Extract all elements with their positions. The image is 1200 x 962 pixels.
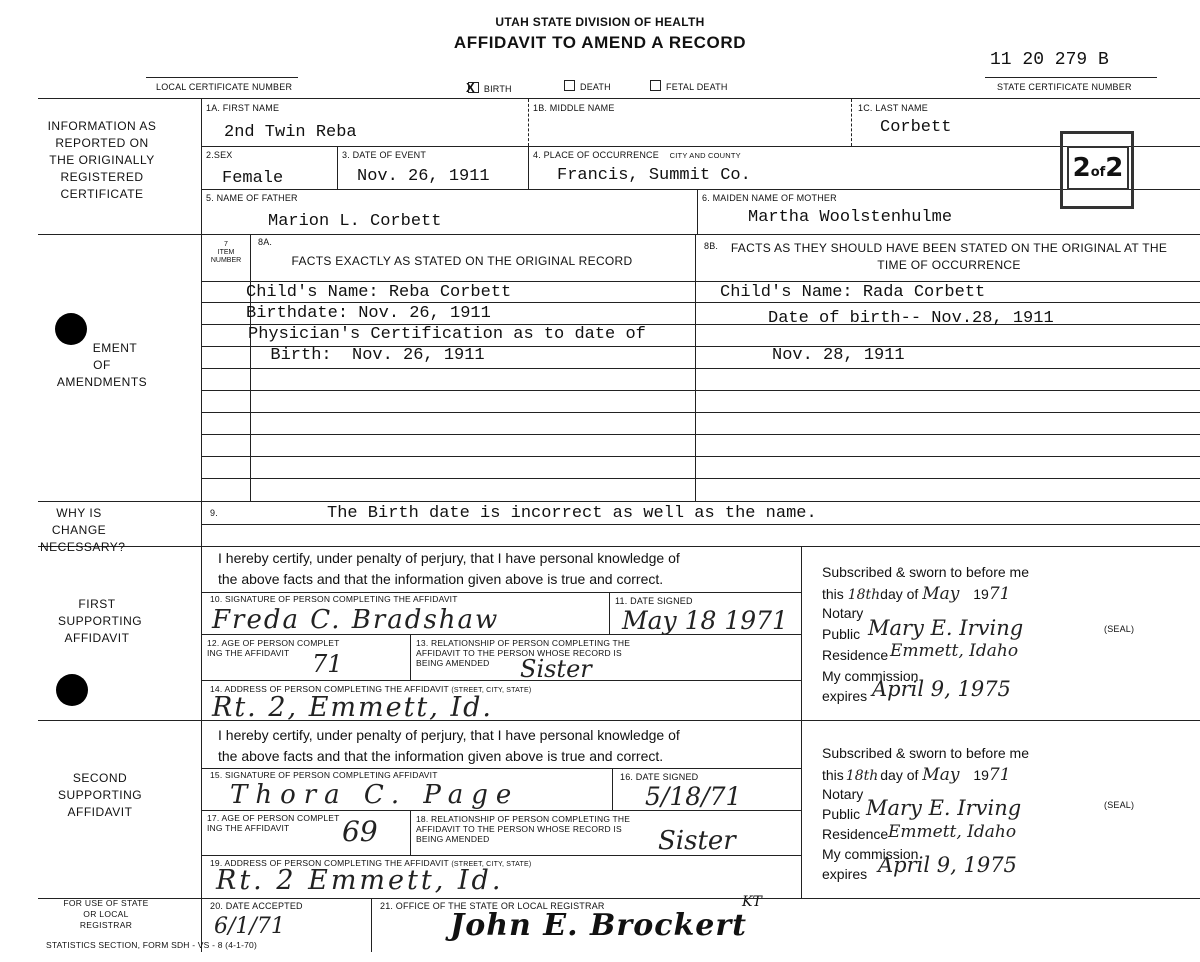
birth-checkbox[interactable]: X BIRTH bbox=[466, 80, 512, 95]
original-fact-line: Child's Name: Reba Corbett bbox=[246, 283, 512, 302]
last-name-value: Corbett bbox=[880, 118, 952, 137]
second-age: 69 bbox=[342, 815, 378, 848]
local-certificate-label: LOCAL CERTIFICATE NUMBER bbox=[156, 82, 293, 92]
first-residence-label: Residence bbox=[822, 647, 889, 663]
second-notary-signature: Mary E. Irving bbox=[866, 796, 1022, 820]
original-fact-line: Physician's Certification as to date of bbox=[248, 325, 646, 344]
certify-statement: I hereby certify, under penalty of perjury, that I have personal knowledge of the above facts and that the information given above is true and correct. bbox=[218, 727, 680, 764]
second-relationship-label: 18. RELATIONSHIP OF PERSON COMPLETING THE AFFIDAVIT TO THE PERSON WHOSE RECORD IS BEING AMENDED bbox=[416, 814, 631, 844]
sex-value: Female bbox=[222, 169, 284, 188]
first-affidavit-label: FIRST SUPPORTING AFFIDAVIT bbox=[58, 597, 143, 645]
fetal-death-box-icon bbox=[650, 80, 661, 91]
first-commission-label: My commission bbox=[822, 668, 919, 684]
last-name-label: 1C. LAST NAME bbox=[858, 103, 928, 113]
original-fact-line: Birth: Nov. 26, 1911 bbox=[250, 346, 485, 365]
certify-statement: I hereby certify, under penalty of perjury, that I have personal knowledge of the above facts and that the information given above is true and correct. bbox=[218, 550, 680, 587]
second-age-label: 17. AGE OF PERSON COMPLET ING THE AFFIDAVIT bbox=[207, 813, 340, 833]
corrected-fact-line: Nov. 28, 1911 bbox=[772, 346, 905, 365]
why-number: 9. bbox=[210, 508, 218, 518]
second-residence-label: Residence bbox=[822, 826, 889, 842]
second-signature-label: 15. SIGNATURE OF PERSON COMPLETING AFFIDAVIT bbox=[210, 770, 438, 780]
date-of-event-value: Nov. 26, 1911 bbox=[357, 167, 490, 186]
second-affidavit-label: SECOND SUPPORTING AFFIDAVIT bbox=[58, 771, 143, 819]
fetal-death-checkbox[interactable]: FETAL DEATH bbox=[650, 80, 728, 92]
original-fact-line: Birthdate: Nov. 26, 1911 bbox=[246, 304, 491, 323]
form-title: AFFIDAVIT TO AMEND A RECORD bbox=[453, 33, 747, 52]
registrar-initials: KT bbox=[742, 894, 762, 910]
second-address-label: 19. ADDRESS OF PERSON COMPLETING THE AFFIDAVIT (STREET, CITY, STATE) bbox=[210, 858, 532, 868]
first-name-label: 1A. FIRST NAME bbox=[206, 103, 280, 113]
agency-name: UTAH STATE DIVISION OF HEALTH bbox=[495, 15, 705, 29]
first-sworn-date: this 18thday of May 1971 bbox=[822, 584, 1011, 604]
col-b-number: 8B. bbox=[704, 241, 719, 251]
place-value: Francis, Summit Co. bbox=[557, 166, 751, 185]
registrar-signature: John E. Brockert bbox=[450, 908, 748, 943]
second-sworn-date: this 18th day of May 1971 bbox=[822, 765, 1011, 785]
first-relationship: Sister bbox=[520, 655, 592, 683]
first-address-label: 14. ADDRESS OF PERSON COMPLETING THE AFFIDAVIT (STREET, CITY, STATE) bbox=[210, 684, 532, 694]
first-public-label: Public bbox=[822, 626, 861, 642]
first-residence: Emmett, Idaho bbox=[890, 641, 1019, 661]
date-accepted-label: 20. DATE ACCEPTED bbox=[210, 901, 303, 911]
father-value: Marion L. Corbett bbox=[268, 212, 442, 231]
form-number: STATISTICS SECTION, FORM SDH - VS - 8 (4-1-70) bbox=[46, 940, 258, 950]
first-age-label: 12. AGE OF PERSON COMPLET ING THE AFFIDAVIT bbox=[207, 638, 340, 658]
col-b-title: FACTS AS THEY SHOULD HAVE BEEN STATED ON THE ORIGINAL AT THE TIME OF OCCURRENCE bbox=[730, 241, 1168, 272]
first-expires: April 9, 1975 bbox=[872, 677, 1011, 701]
second-date-label: 16. DATE SIGNED bbox=[620, 772, 699, 782]
col-a-title: FACTS EXACTLY AS STATED ON THE ORIGINAL RECORD bbox=[291, 254, 633, 268]
corrected-fact-line: Child's Name: Rada Corbett bbox=[720, 283, 986, 302]
second-residence: Emmett, Idaho bbox=[888, 822, 1017, 842]
registrar-section-label: FOR USE OF STATE OR LOCAL REGISTRAR bbox=[63, 898, 149, 930]
middle-name-label: 1B. MIDDLE NAME bbox=[533, 103, 615, 113]
father-label: 5. NAME OF FATHER bbox=[206, 193, 298, 203]
sex-label: 2.SEX bbox=[206, 150, 233, 160]
date-accepted: 6/1/71 bbox=[214, 914, 285, 939]
second-expires: April 9, 1975 bbox=[878, 853, 1017, 877]
first-signature-label: 10. SIGNATURE OF PERSON COMPLETING THE AFFIDAVIT bbox=[210, 594, 458, 604]
mother-label: 6. MAIDEN NAME OF MOTHER bbox=[702, 193, 837, 203]
why-text: The Birth date is incorrect as well as the name. bbox=[327, 504, 817, 523]
col-a-number: 8A. bbox=[258, 237, 273, 247]
second-sworn-line: Subscribed & sworn to before me bbox=[822, 745, 1029, 761]
first-notary-signature: Mary E. Irving bbox=[868, 616, 1024, 640]
first-name-value: 2nd Twin Reba bbox=[224, 123, 357, 142]
second-date-signed: 5/18/71 bbox=[645, 782, 742, 811]
first-notary-label: Notary bbox=[822, 605, 864, 621]
place-label: 4. PLACE OF OCCURRENCE CITY AND COUNTY bbox=[533, 150, 741, 160]
first-signature: Freda C. Bradshaw bbox=[212, 605, 500, 635]
second-signature: Thora C. Page bbox=[230, 780, 520, 810]
second-seal-label: (SEAL) bbox=[1104, 800, 1135, 810]
second-relationship: Sister bbox=[658, 826, 736, 856]
first-address: Rt. 2, Emmett, Id. bbox=[212, 692, 493, 723]
first-expires-label: expires bbox=[822, 688, 868, 704]
death-box-icon bbox=[564, 80, 575, 91]
second-notary-label: Notary bbox=[822, 786, 864, 802]
second-address: Rt. 2 Emmett, Id. bbox=[216, 865, 504, 896]
second-public-label: Public bbox=[822, 806, 861, 822]
mother-value: Martha Woolstenhulme bbox=[748, 208, 953, 227]
amendments-section-label: EMENT OF AMENDMENTS bbox=[56, 341, 148, 389]
first-age: 71 bbox=[312, 650, 343, 678]
second-expires-label: expires bbox=[822, 866, 868, 882]
corrected-fact-line: Date of birth-- Nov.28, 1911 bbox=[768, 309, 1054, 328]
state-certificate-number: 11 20 279 B bbox=[990, 50, 1109, 70]
hole-punch bbox=[56, 674, 88, 706]
first-sworn-line: Subscribed & sworn to before me bbox=[822, 564, 1029, 580]
copy-stamp: 2of2 bbox=[1060, 131, 1134, 209]
first-date-label: 11. DATE SIGNED bbox=[615, 596, 693, 606]
registrar-office-label: 21. OFFICE OF THE STATE OR LOCAL REGISTRAR bbox=[380, 901, 605, 911]
first-relationship-label: 13. RELATIONSHIP OF PERSON COMPLETING THE AFFIDAVIT TO THE PERSON WHOSE RECORD IS BEING AMENDED bbox=[416, 638, 631, 668]
why-section-label: WHY IS CHANGE NECESSARY? bbox=[40, 506, 126, 554]
original-section-label: INFORMATION AS REPORTED ON THE ORIGINALLY REGISTERED CERTIFICATE bbox=[47, 119, 157, 201]
state-certificate-label: STATE CERTIFICATE NUMBER bbox=[997, 82, 1132, 92]
second-commission-label: My commission bbox=[822, 846, 919, 862]
date-of-event-label: 3. DATE OF EVENT bbox=[342, 150, 427, 160]
checked-x-icon: X bbox=[466, 80, 475, 95]
first-seal-label: (SEAL) bbox=[1104, 624, 1135, 634]
item-number-label: 7 ITEM NUMBER bbox=[210, 241, 242, 264]
death-checkbox[interactable]: DEATH bbox=[564, 80, 611, 92]
first-date-signed: May 18 1971 bbox=[622, 606, 788, 635]
